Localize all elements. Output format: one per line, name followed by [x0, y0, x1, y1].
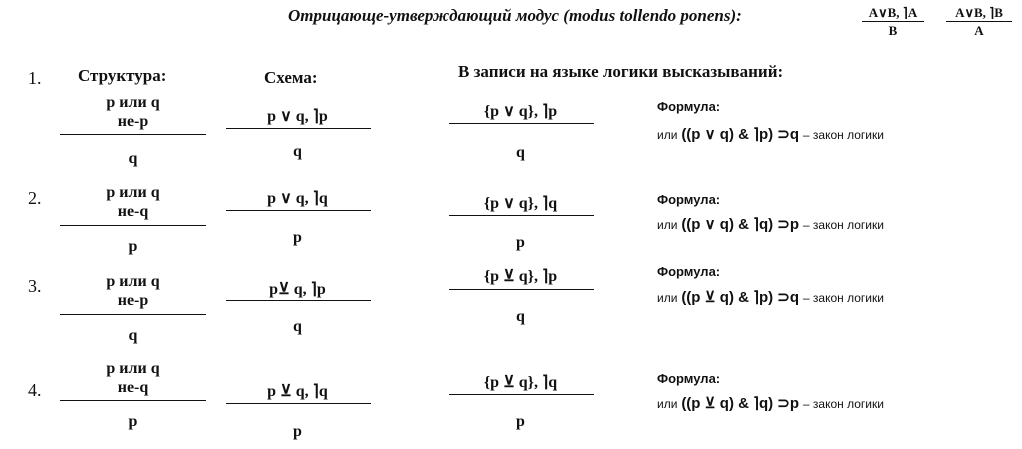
conclusion: p: [128, 238, 138, 255]
conclusion: p: [128, 413, 138, 430]
premise-1: p или q: [106, 184, 160, 201]
row-number: 3.: [28, 276, 42, 296]
conclusion: q: [128, 327, 138, 344]
formula-suffix: – закон логики: [802, 128, 884, 142]
formula-line: [657, 288, 884, 306]
scheme-line: [226, 300, 371, 301]
formula-expression: ((p ∨ q) & ⌉p) ⊃q: [681, 126, 800, 143]
logic-line: [449, 123, 594, 124]
page-title: Отрицающе-утверждающий модус (modus tollendo ponens):: [288, 6, 742, 25]
row-number: 4.: [28, 380, 42, 400]
premise-2: не-q: [117, 203, 149, 220]
premise-2: не-p: [117, 292, 149, 309]
formula-label: Формула:: [657, 264, 721, 279]
premise-1: p или q: [106, 273, 160, 290]
column-header-scheme: Схема:: [264, 68, 318, 87]
rule-fraction-1-bottom: B: [888, 23, 898, 38]
scheme-premises: p ∨ q, ⌉p: [267, 108, 328, 125]
scheme-conclusion: q: [293, 318, 302, 335]
column-header-logic: В записи на языке логики высказываний:: [458, 62, 784, 81]
rule-fraction-2: [946, 5, 1012, 38]
formula-line: [657, 215, 884, 233]
scheme-line: [226, 403, 371, 404]
rule-fraction-1: [862, 5, 924, 38]
logic-premises: {p ⊻ q}, ⌉p: [483, 268, 558, 285]
scheme-premises: p ∨ q, ⌉q: [267, 190, 328, 207]
rule-fraction-2-top: A∨B, ⌉B: [946, 5, 1012, 22]
formula-suffix: – закон логики: [802, 218, 884, 232]
scheme-premises: p ⊻ q, ⌉q: [267, 383, 328, 400]
logic-line: [449, 289, 594, 290]
inference-line: [60, 400, 206, 401]
logic-conclusion: p: [516, 413, 525, 430]
inference-line: [60, 225, 206, 226]
logic-premises: {p ∨ q}, ⌉p: [483, 103, 558, 120]
formula-expression: ((p ∨ q) & ⌉q) ⊃p: [681, 216, 800, 233]
conclusion: q: [128, 150, 138, 167]
row-number: 2.: [28, 188, 42, 208]
premise-1: p или q: [106, 360, 160, 377]
formula-suffix: – закон логики: [802, 397, 884, 411]
formula-label: Формула:: [657, 192, 721, 207]
scheme-premises: p⊻ q, ⌉p: [269, 281, 326, 298]
formula-line: [657, 394, 884, 412]
premise-1: p или q: [106, 94, 160, 111]
formula-prefix: или: [657, 397, 678, 411]
logic-premises: {p ∨ q}, ⌉q: [483, 195, 558, 212]
formula-line: [657, 125, 884, 143]
premise-2: не-p: [117, 113, 149, 130]
formula-label: Формула:: [657, 99, 721, 114]
column-header-structure: Структура:: [78, 66, 167, 85]
rule-fraction-1-top: A∨B, ⌉A: [862, 5, 924, 22]
formula-expression: ((p ⊻ q) & ⌉p) ⊃q: [681, 289, 800, 306]
formula-prefix: или: [657, 128, 678, 142]
scheme-conclusion: p: [293, 229, 302, 246]
premise-2: не-q: [117, 379, 149, 396]
row-number: 1.: [28, 68, 42, 88]
inference-line: [60, 314, 206, 315]
scheme-line: [226, 210, 371, 211]
scheme-conclusion: q: [293, 143, 302, 160]
formula-prefix: или: [657, 291, 678, 305]
logic-premises: {p ⊻ q}, ⌉q: [483, 374, 558, 391]
scheme-line: [226, 128, 371, 129]
formula-label: Формула:: [657, 371, 721, 386]
scheme-conclusion: p: [293, 423, 302, 440]
logic-conclusion: q: [516, 308, 525, 325]
formula-suffix: – закон логики: [802, 291, 884, 305]
logic-line: [449, 215, 594, 216]
logic-conclusion: p: [516, 234, 525, 251]
logic-line: [449, 394, 594, 395]
logic-conclusion: q: [516, 144, 525, 161]
inference-line: [60, 134, 206, 135]
rule-fraction-2-bottom: A: [974, 23, 984, 38]
formula-prefix: или: [657, 218, 678, 232]
formula-expression: ((p ⊻ q) & ⌉q) ⊃p: [681, 395, 800, 412]
